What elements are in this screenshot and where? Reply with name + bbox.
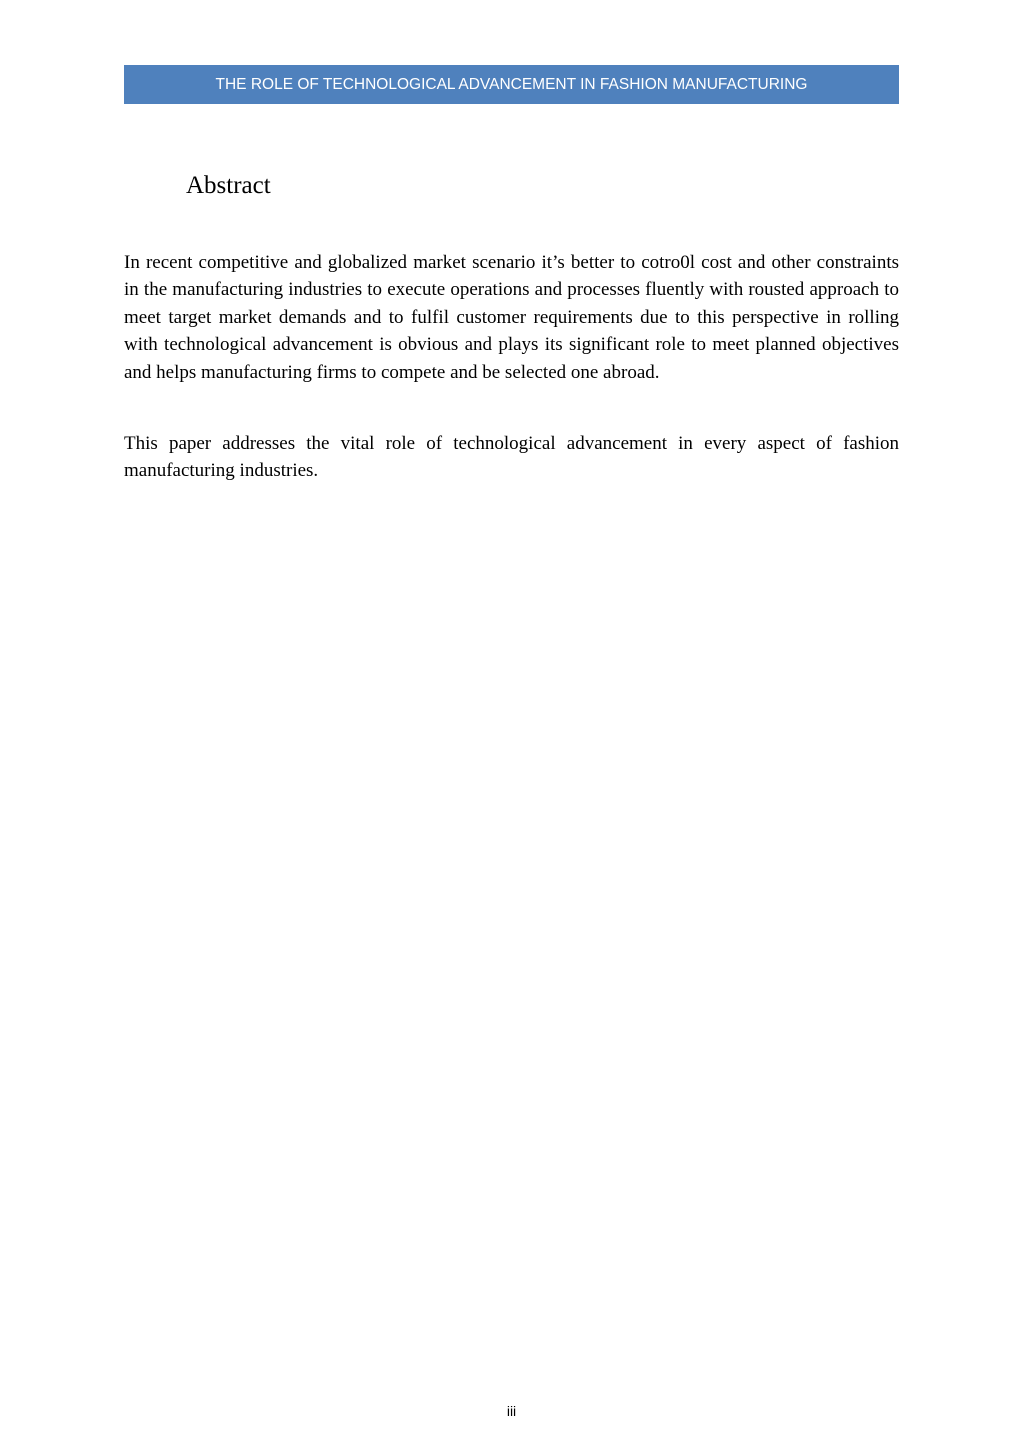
document-title: THE ROLE OF TECHNOLOGICAL ADVANCEMENT IN FASHION MANUFACTURING: [215, 75, 808, 93]
abstract-paragraph-1: In recent competitive and globalized market scenario it’s better to cotro0l cost and other constraints in the manufacturing industries to execute operations and processes fluently with rousted approach to meet target market demands and to fulfil customer requirements due to this perspective in rolling with technological advancement is obvious and plays its significant role to meet planned objectives and helps manufacturing firms to compete and be selected one abroad.: [124, 252, 899, 383]
abstract-paragraph-2: This paper addresses the vital role of technological advancement in every aspect of fashion manufacturing industries.: [124, 433, 899, 482]
section-heading: Abstract: [186, 172, 271, 199]
running-header: [124, 65, 899, 104]
page-number: iii: [506, 1403, 517, 1419]
